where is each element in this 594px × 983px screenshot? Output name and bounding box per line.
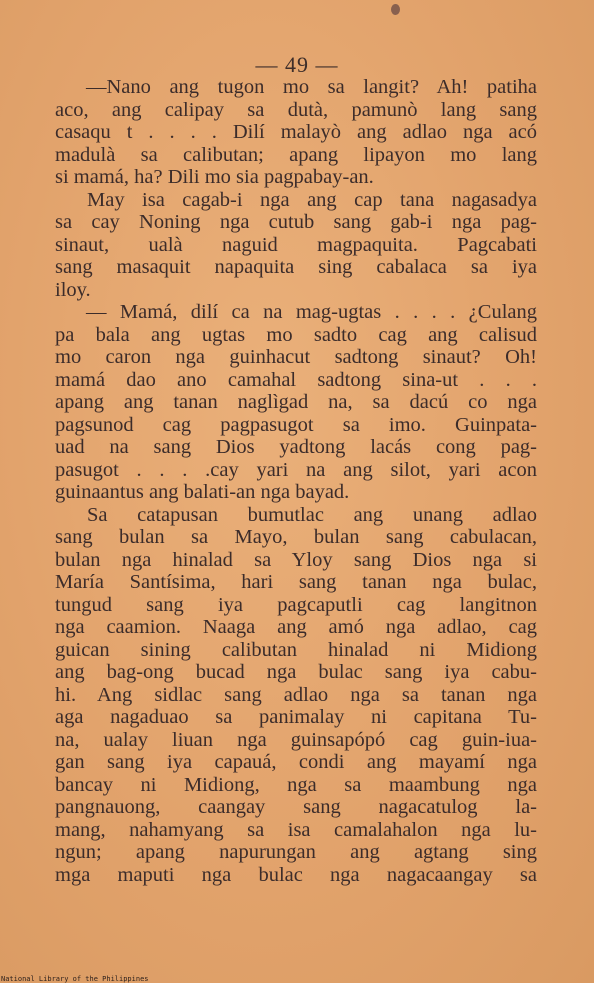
text-line: pagsunod cag pagpasugot sa imo. Guinpata-	[55, 413, 537, 436]
text-line: na, ualay liuan nga guinsapópó cag guin-iua-	[55, 728, 537, 751]
text-line: María Santísima, hari sang tanan nga bulac,	[55, 571, 537, 593]
text-line: aga nagaduao sa panimalay ni capitana Tu-	[55, 706, 537, 728]
text-line: mo caron nga guinhacut sadtong sinaut? Oh!	[55, 346, 537, 368]
text-line: Sa catapusan bumutlac ang unang adlao	[87, 503, 537, 526]
text-line: pa bala ang ugtas mo sadto cag ang calisud	[55, 323, 537, 346]
text-line: — Mamá, dilí ca na mag-ugtas . . . . ¿Culang	[86, 301, 537, 323]
text-line: pasugot . . . .cay yari na ang silot, yari acon	[55, 458, 537, 481]
text-line: mang, nahamyang sa isa camalahalon nga lu-	[55, 818, 537, 841]
text-line: tungud sang iya pagcaputli cag langitnon	[55, 593, 537, 616]
text-line: uad na sang Dios yadtong lacás cong pag-	[55, 436, 537, 458]
text-line: sinaut, ualà naguid magpaquita. Pagcabati	[55, 233, 537, 256]
text-line: aco, ang calipay sa dutà, pamunò lang sang	[55, 98, 537, 121]
text-line: guican sining calibutan hinalad ni Midiong	[55, 638, 537, 661]
text-line: May isa cagab-i nga ang cap tana nagasadya	[87, 188, 537, 211]
library-credit: National Library of the Philippines	[1, 975, 149, 983]
text-line: sa cay Noning nga cutub sang gab-i nga pag-	[55, 211, 537, 233]
text-line: si mamá, ha? Dili mo sia pagpabay-an.	[55, 166, 374, 188]
text-line: gan sang iya capauá, condi ang mayamí nga	[55, 751, 537, 773]
text-line: nga caamion. Naaga ang amó nga adlao, cag	[55, 616, 537, 638]
text-line: guinaantus ang balati-an nga bayad.	[55, 481, 350, 503]
text-line: apang ang tanan naglìgad na, sa dacú co nga	[55, 391, 537, 413]
page-text	[55, 76, 537, 886]
text-line: madulà sa calibutan; apang lipayon mo lang	[55, 143, 537, 166]
text-line: casaqu t . . . . Dilí malayò ang adlao nga acó	[55, 121, 537, 143]
text-line: ngun; apang napurungan ang agtang sing	[55, 841, 537, 863]
text-line: sang bulan sa Mayo, bulan sang cabulacan,	[55, 526, 537, 548]
ink-spot	[391, 4, 400, 15]
page-number: — 49 —	[255, 52, 339, 77]
text-line: bancay ni Midiong, nga sa maambung nga	[55, 773, 537, 796]
text-line: —Nano ang tugon mo sa langit? Ah! patiha	[86, 76, 537, 98]
text-line: ang bag-ong bucad nga bulac sang iya cabu-	[55, 661, 537, 683]
text-line: pangnauong, caangay sang nagacatulog la-	[55, 796, 537, 818]
text-line: bulan nga hinalad sa Yloy sang Dios nga si	[55, 548, 537, 571]
text-line: mamá dao ano camahal sadtong sina-ut . . .	[55, 368, 537, 391]
text-line: hi. Ang sidlac sang adlao nga sa tanan nga	[55, 683, 537, 706]
text-line: iloy.	[55, 278, 91, 301]
text-line: mga maputi nga bulac nga nagacaangay sa	[55, 863, 537, 886]
text-line: sang masaquit napaquita sing cabalaca sa iya	[55, 256, 537, 278]
